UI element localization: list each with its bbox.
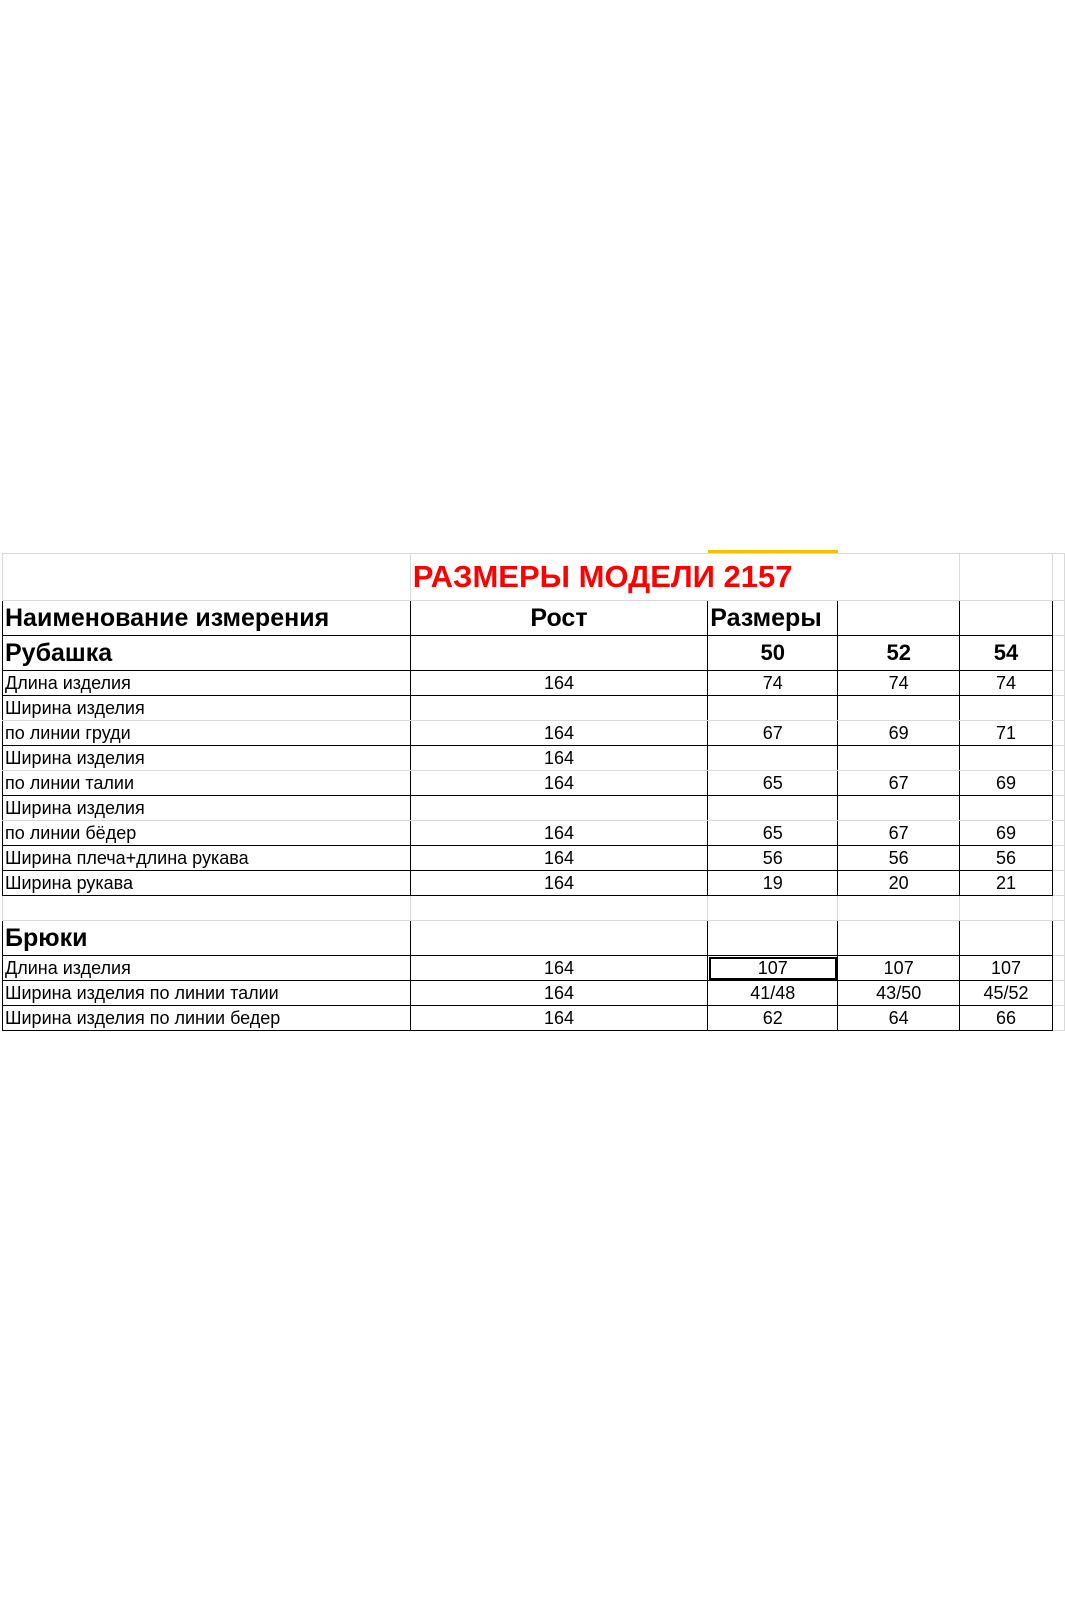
header-sizes[interactable]: Размеры — [708, 601, 838, 636]
table-row — [3, 871, 1065, 896]
row-value[interactable]: 43/50 — [838, 981, 960, 1006]
row-height[interactable]: 164 — [410, 1006, 708, 1031]
row-value[interactable]: 64 — [838, 1006, 960, 1031]
row-height[interactable]: 164 — [410, 981, 708, 1006]
cell[interactable] — [1052, 871, 1064, 896]
row-value[interactable]: 56 — [838, 846, 960, 871]
table-row — [3, 721, 1065, 746]
cell[interactable] — [960, 921, 1053, 956]
row-height[interactable] — [410, 796, 708, 821]
row-value[interactable]: 62 — [708, 1006, 838, 1031]
table-row — [3, 846, 1065, 871]
row-value[interactable] — [960, 746, 1053, 771]
table-row — [3, 771, 1065, 796]
row-label[interactable]: по линии бёдер — [3, 821, 411, 846]
row-value[interactable]: 56 — [960, 846, 1053, 871]
row-height[interactable]: 164 — [410, 871, 708, 896]
cell[interactable] — [1052, 721, 1064, 746]
cell[interactable] — [960, 554, 1053, 601]
row-value[interactable]: 21 — [960, 871, 1053, 896]
table-row — [3, 696, 1065, 721]
row-value[interactable]: 45/52 — [960, 981, 1053, 1006]
row-value[interactable]: 67 — [838, 771, 960, 796]
row-height[interactable]: 164 — [410, 746, 708, 771]
cell[interactable] — [1052, 746, 1064, 771]
row-value[interactable]: 71 — [960, 721, 1053, 746]
row-value[interactable]: 74 — [960, 671, 1053, 696]
page-title[interactable]: РАЗМЕРЫ МОДЕЛИ 2157 — [410, 554, 959, 601]
table-row — [3, 821, 1065, 846]
cell[interactable] — [1052, 1006, 1064, 1031]
size-54[interactable]: 54 — [960, 636, 1053, 671]
cell[interactable] — [1052, 821, 1064, 846]
cell[interactable] — [1052, 921, 1064, 956]
cell[interactable] — [1052, 771, 1064, 796]
row-value[interactable] — [838, 696, 960, 721]
cell[interactable] — [1052, 696, 1064, 721]
header-height[interactable]: Рост — [410, 601, 708, 636]
row-label[interactable]: Ширина рукава — [3, 871, 411, 896]
active-cell[interactable]: 107 — [708, 956, 838, 981]
row-height[interactable]: 164 — [410, 846, 708, 871]
size-52[interactable]: 52 — [838, 636, 960, 671]
row-value[interactable]: 19 — [708, 871, 838, 896]
row-label[interactable]: Длина изделия — [3, 956, 411, 981]
cell[interactable] — [1052, 796, 1064, 821]
row-label[interactable]: Ширина изделия по линии талии — [3, 981, 411, 1006]
cell[interactable] — [1052, 636, 1064, 671]
row-value[interactable]: 20 — [838, 871, 960, 896]
size-50[interactable]: 50 — [708, 636, 838, 671]
table-row — [3, 796, 1065, 821]
cell[interactable] — [410, 636, 708, 671]
cell[interactable] — [3, 554, 411, 601]
cell[interactable] — [1052, 846, 1064, 871]
row-value[interactable] — [838, 746, 960, 771]
cell[interactable] — [410, 896, 708, 921]
row-value[interactable]: 67 — [838, 821, 960, 846]
row-label[interactable]: Длина изделия — [3, 671, 411, 696]
table-row — [3, 956, 1065, 981]
row-value[interactable]: 69 — [960, 771, 1053, 796]
row-value[interactable] — [708, 746, 838, 771]
row-value[interactable] — [838, 796, 960, 821]
row-height[interactable]: 164 — [410, 771, 708, 796]
cell[interactable] — [1052, 601, 1064, 636]
row-value[interactable]: 107 — [960, 956, 1053, 981]
cell[interactable] — [708, 921, 838, 956]
cell[interactable] — [410, 921, 708, 956]
row-height[interactable]: 164 — [410, 721, 708, 746]
table-row — [3, 671, 1065, 696]
cell[interactable] — [960, 601, 1053, 636]
cell[interactable] — [838, 921, 960, 956]
cell[interactable] — [1052, 956, 1064, 981]
row-value[interactable] — [708, 796, 838, 821]
section-trousers[interactable]: Брюки — [3, 921, 411, 956]
row-value[interactable]: 74 — [708, 671, 838, 696]
row-value[interactable]: 69 — [960, 821, 1053, 846]
table-row — [3, 1006, 1065, 1031]
row-value[interactable]: 69 — [838, 721, 960, 746]
table-row — [3, 746, 1065, 771]
row-height[interactable]: 164 — [410, 821, 708, 846]
cell[interactable] — [3, 896, 411, 921]
row-value[interactable]: 41/48 — [708, 981, 838, 1006]
row-value[interactable]: 56 — [708, 846, 838, 871]
row-label[interactable]: Ширина изделия — [3, 746, 411, 771]
row-value[interactable] — [960, 696, 1053, 721]
section-shirt[interactable]: Рубашка — [3, 636, 411, 671]
row-label[interactable]: Ширина изделия по линии бедер — [3, 1006, 411, 1031]
row-label[interactable]: Ширина изделия — [3, 796, 411, 821]
cell[interactable] — [1052, 981, 1064, 1006]
header-name[interactable]: Наименование измерения — [3, 601, 411, 636]
size-table — [2, 553, 1065, 1031]
row-label[interactable]: Ширина плеча+длина рукава — [3, 846, 411, 871]
row-label[interactable]: Ширина изделия — [3, 696, 411, 721]
cell[interactable] — [838, 601, 960, 636]
row-value[interactable]: 74 — [838, 671, 960, 696]
table-row — [3, 981, 1065, 1006]
row-height[interactable] — [410, 696, 708, 721]
row-label[interactable]: по линии талии — [3, 771, 411, 796]
row-value[interactable]: 67 — [708, 721, 838, 746]
cell[interactable] — [960, 896, 1053, 921]
row-value[interactable]: 65 — [708, 771, 838, 796]
cell[interactable] — [1052, 554, 1064, 601]
row-value[interactable]: 66 — [960, 1006, 1053, 1031]
row-label[interactable]: по линии груди — [3, 721, 411, 746]
cell[interactable] — [708, 896, 838, 921]
row-value[interactable] — [708, 696, 838, 721]
cell[interactable] — [838, 896, 960, 921]
row-height[interactable]: 164 — [410, 671, 708, 696]
row-height[interactable]: 164 — [410, 956, 708, 981]
row-value[interactable]: 65 — [708, 821, 838, 846]
row-value[interactable]: 107 — [838, 956, 960, 981]
row-value[interactable] — [960, 796, 1053, 821]
cell[interactable] — [1052, 671, 1064, 696]
cell[interactable] — [1052, 896, 1064, 921]
